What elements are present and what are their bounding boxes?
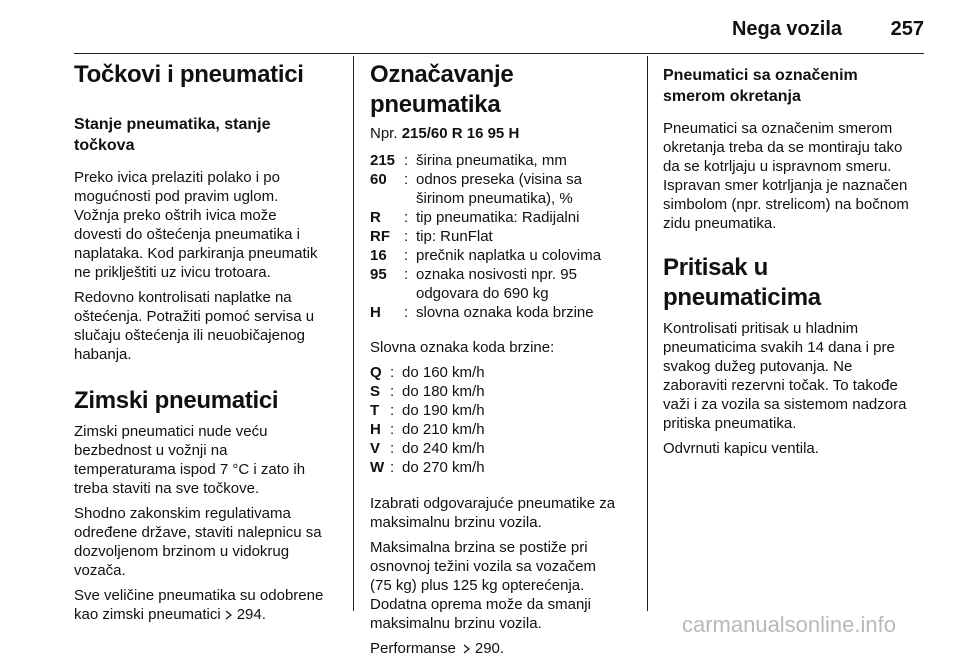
definition-key: 60 <box>370 171 387 188</box>
paragraph-curb: Preko ivica prelaziti polako i po mogućnosti pod pravim uglom. Vožnja preko oštrih ivica može dovesti do oštećenja pneumatika i naplataka. Kod parkiranja pneumatik ne priklještiti uz ivicu trotoara. <box>74 169 318 281</box>
definition-row <box>370 303 632 322</box>
speed-separator: : <box>390 383 395 400</box>
watermark: carmanualsonline.info <box>681 612 896 637</box>
heading-tire-designation: Označavanje pneumatika <box>370 61 514 118</box>
performance-text: Performanse <box>370 640 456 657</box>
speed-separator: : <box>390 402 395 419</box>
page-header <box>74 10 924 54</box>
definition-separator: : <box>404 152 409 169</box>
definition-separator: : <box>404 209 409 226</box>
speed-row <box>370 363 632 382</box>
heading-directional-tires: Pneumatici sa označenim smerom okretanja <box>663 67 858 105</box>
column-3 <box>663 60 925 458</box>
paragraph-valve-cap: Odvrnuti kapicu ventila. <box>663 440 819 457</box>
paragraph-approved-sizes <box>74 586 342 624</box>
example-line <box>370 124 632 143</box>
heading-tire-pressure: Pritisak u pneumaticima <box>663 254 821 311</box>
heading-wheels-tires: Točkovi i pneumatici <box>74 61 304 88</box>
speed-row <box>370 420 632 439</box>
speed-key: Q <box>370 364 382 381</box>
speed-row <box>370 382 632 401</box>
speed-key: V <box>370 440 381 457</box>
speed-row <box>370 458 632 477</box>
speed-separator: : <box>390 364 395 381</box>
paragraph-directional-tires: Pneumatici sa označenim smerom okretanja treba da se montiraju tako da se kotrljaju u ispravnom smeru. Ispravan smer kotrljanja je naznačen simbolom (npr. strelicom) na bočnom zidu pneumatika. <box>663 120 909 232</box>
speed-separator: : <box>390 421 395 438</box>
paragraph-max-speed: Maksimalna brzina se postiže pri osnovnoj težini vozila sa vozačem (75 kg) plus 125 kg opterećenja. Dodatna oprema može da smanji maksimalnu brzinu vozila. <box>370 539 596 632</box>
speed-code-intro: Slovna oznaka koda brzine: <box>370 339 555 356</box>
definition-key: R <box>370 209 381 226</box>
speed-value: do 210 km/h <box>402 421 485 438</box>
definition-separator: : <box>404 266 409 283</box>
definition-row <box>370 265 632 303</box>
speed-value: do 270 km/h <box>402 459 485 476</box>
definition-row <box>370 208 632 227</box>
example-code: 215/60 R 16 95 H <box>401 125 520 142</box>
column-1 <box>74 60 342 624</box>
definition-key: RF <box>370 228 390 245</box>
speed-code-list <box>370 363 632 477</box>
approved-sizes-text: Sve veličine pneumatika su odobrene kao zimski pneumatici <box>74 587 324 623</box>
definition-key: 16 <box>370 247 387 264</box>
speed-row <box>370 401 632 420</box>
column-2 <box>370 60 632 658</box>
definition-separator: : <box>404 304 409 321</box>
paragraph-choose-tires: Izabrati odgovarajuće pneumatike za maksimalnu brzinu vozila. <box>370 495 616 531</box>
example-prefix: Npr. <box>370 125 398 142</box>
definition-separator: : <box>404 247 409 264</box>
definition-value: prečnik naplatka u colovima <box>416 247 602 264</box>
definition-value: tip: RunFlat <box>416 228 493 245</box>
column-divider-1 <box>353 56 354 611</box>
definition-value: tip pneumatika: Radijalni <box>416 209 580 226</box>
speed-value: do 190 km/h <box>402 402 485 419</box>
definition-row <box>370 246 632 265</box>
speed-key: W <box>370 459 385 476</box>
heading-tire-condition: Stanje pneumatika, stanje točkova <box>74 116 271 154</box>
speed-value: do 160 km/h <box>402 364 485 381</box>
heading-winter-tires: Zimski pneumatici <box>74 387 279 414</box>
speed-value: do 240 km/h <box>402 440 485 457</box>
section-title: Nega vozila <box>731 18 842 40</box>
definition-key: 215 <box>370 152 396 169</box>
definition-separator: : <box>404 228 409 245</box>
paragraph-winter-safety: Zimski pneumatici nude veću bezbednost u vožnji na temperaturama ispod 7 °C i zato ih treba staviti na sve točkove. <box>74 423 306 497</box>
speed-key: T <box>370 402 380 419</box>
speed-key: H <box>370 421 381 438</box>
header-rule <box>74 53 924 54</box>
designation-definitions <box>370 151 632 322</box>
definition-value: oznaka nosivosti npr. 95 odgovara do 690 kg <box>416 266 577 302</box>
definition-row <box>370 151 632 170</box>
speed-value: do 180 km/h <box>402 383 485 400</box>
page-reference-icon <box>461 644 471 654</box>
page-reference-icon <box>223 610 233 620</box>
definition-value: širina pneumatika, mm <box>416 152 567 169</box>
definition-value: odnos preseka (visina sa širinom pneumatika), % <box>416 171 582 207</box>
definition-separator: : <box>404 171 409 188</box>
paragraph-speed-sticker: Shodno zakonskim regulativama određene države, staviti nalepnicu sa dozvoljenom brzinom u vidokrug vozača. <box>74 505 322 579</box>
paragraph-inspect-rims: Redovno kontrolisati naplatke na oštećenja. Potražiti pomoć servisa u slučaju oštećenja ili neuobičajenog habanja. <box>74 289 315 363</box>
definition-row <box>370 170 632 208</box>
speed-key: S <box>370 383 381 400</box>
definition-row <box>370 227 632 246</box>
speed-separator: : <box>390 440 395 457</box>
approved-sizes-ref[interactable]: 294. <box>236 606 266 623</box>
speed-row <box>370 439 632 458</box>
definition-key: 95 <box>370 266 387 283</box>
definition-key: H <box>370 304 381 321</box>
page-number: 257 <box>890 18 924 40</box>
performance-ref[interactable]: 290. <box>474 640 505 657</box>
paragraph-check-pressure: Kontrolisati pritisak u hladnim pneumaticima svakih 14 dana i pre svakog dužeg putovanja. Ne zaboraviti rezervni točak. To takođe važi i za vozila sa sistemom nadzora pritiska pneumatika. <box>663 320 907 432</box>
definition-value: slovna oznaka koda brzine <box>416 304 594 321</box>
speed-separator: : <box>390 459 395 476</box>
column-divider-2 <box>647 56 648 611</box>
